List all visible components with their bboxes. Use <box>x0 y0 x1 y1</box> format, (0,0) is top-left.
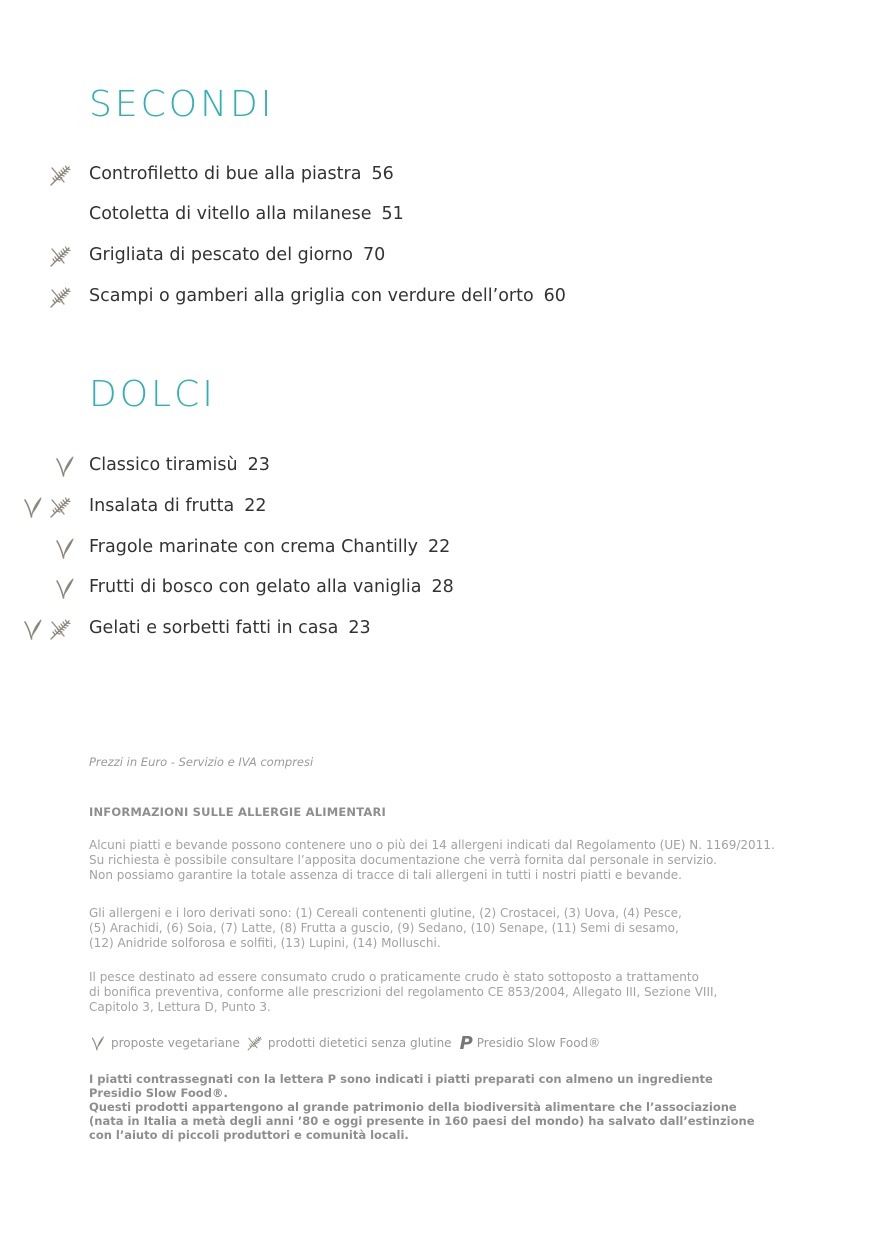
icon-legend <box>89 1034 829 1052</box>
wheat-icon <box>48 162 74 188</box>
wheat-icon <box>48 284 74 310</box>
leaf-icon <box>52 575 78 601</box>
dish-price: 51 <box>381 204 404 224</box>
dish-name: Fragole marinate con crema Chantilly <box>89 537 418 557</box>
dish-name: Gelati e sorbetti fatti in casa <box>89 618 339 638</box>
menu-item <box>0 204 874 230</box>
dish-price: 60 <box>543 286 566 306</box>
paragraph-line: Alcuni piatti e bevande possono contenere uno o più dei 14 allergeni indicati dal Regolamento (UE) N. 1169/2011. <box>89 838 775 852</box>
legend-vegetarian-label: proposte vegetariane <box>111 1035 240 1050</box>
menu-item <box>0 496 874 522</box>
paragraph-line: (12) Anidride solforosa e solfiti, (13) Lupini, (14) Molluschi. <box>89 936 441 950</box>
wheat-icon <box>246 1034 264 1052</box>
dish-price: 56 <box>371 164 394 184</box>
allergy-heading: INFORMAZIONI SULLE ALLERGIE ALIMENTARI <box>89 805 387 819</box>
dish-name: Insalata di frutta <box>89 496 235 516</box>
menu-item <box>0 245 874 271</box>
dish-price: 23 <box>247 455 270 475</box>
paragraph-line: (nata in Italia a metà degli anni ’80 e oggi presente in 160 paesi del mondo) ha salvato dall’estinzione <box>89 1114 755 1128</box>
slow-food-paragraph <box>89 1072 829 1142</box>
menu-item <box>0 577 874 603</box>
section-title-dolci: DOLCI <box>89 374 216 415</box>
dish-name: Cotoletta di vitello alla milanese <box>89 204 372 224</box>
price-note: Prezzi in Euro - Servizio e IVA compresi <box>89 755 314 769</box>
paragraph-line: con l’aiuto di piccoli produttori e comunità locali. <box>89 1128 409 1142</box>
paragraph-line: (5) Arachidi, (6) Soia, (7) Latte, (8) Frutta a guscio, (9) Sedano, (10) Senape, (11) Semi di sesamo, <box>89 921 679 935</box>
dish-name: Frutti di bosco con gelato alla vaniglia <box>89 577 422 597</box>
legend-gluten-free-label: prodotti dietetici senza glutine <box>267 1035 452 1050</box>
slow-food-mark: P <box>459 1032 473 1054</box>
allergy-paragraph-1 <box>89 838 829 883</box>
paragraph-line: Presidio Slow Food®. <box>89 1086 228 1100</box>
paragraph-line: Il pesce destinato ad essere consumato crudo o praticamente crudo è stato sottoposto a trattamento <box>89 970 699 984</box>
paragraph-line: Su richiesta è possibile consultare l’apposita documentazione che verrà fornita dal personale in servizio. <box>89 853 717 867</box>
paragraph-line: Non possiamo garantire la totale assenza di tracce di tali allergeni in tutti i nostri piatti e bevande. <box>89 868 682 882</box>
leaf-icon <box>20 494 46 520</box>
paragraph-line: Capitolo 3, Lettura D, Punto 3. <box>89 1000 271 1014</box>
allergy-paragraph-3 <box>89 970 829 1015</box>
wheat-icon <box>48 616 74 642</box>
paragraph-line: I piatti contrassegnati con la lettera P sono indicati i piatti preparati con almeno un ingrediente <box>89 1072 713 1086</box>
dish-price: 23 <box>348 618 371 638</box>
menu-item <box>0 455 874 481</box>
dish-price: 28 <box>431 577 454 597</box>
leaf-icon <box>20 616 46 642</box>
dish-price: 70 <box>363 245 386 265</box>
paragraph-line: Gli allergeni e i loro derivati sono: (1) Cereali contenenti glutine, (2) Crostacei, (3) Uova, (4) Pesce, <box>89 906 682 920</box>
section-title-secondi: SECONDI <box>89 84 275 125</box>
wheat-icon <box>48 243 74 269</box>
leaf-icon <box>52 453 78 479</box>
paragraph-line: Questi prodotti appartengono al grande patrimonio della biodiversità alimentare che l’associazione <box>89 1100 737 1114</box>
menu-item <box>0 164 874 190</box>
leaf-icon <box>89 1034 107 1052</box>
allergy-paragraph-2 <box>89 906 829 951</box>
dish-price: 22 <box>244 496 267 516</box>
dish-name: Grigliata di pescato del giorno <box>89 245 353 265</box>
dish-name: Controfiletto di bue alla piastra <box>89 164 362 184</box>
legend-slow-food-label: Presidio Slow Food® <box>476 1035 601 1050</box>
dish-name: Classico tiramisù <box>89 455 238 475</box>
wheat-icon <box>48 494 74 520</box>
paragraph-line: di bonifica preventiva, conforme alle prescrizioni del regolamento CE 853/2004, Allegato III, Sezione VIII, <box>89 985 718 999</box>
leaf-icon <box>52 535 78 561</box>
dish-name: Scampi o gamberi alla griglia con verdure dell’orto <box>89 286 534 306</box>
menu-item <box>0 537 874 563</box>
dish-price: 22 <box>428 537 451 557</box>
menu-item <box>0 618 874 644</box>
menu-item <box>0 286 874 312</box>
